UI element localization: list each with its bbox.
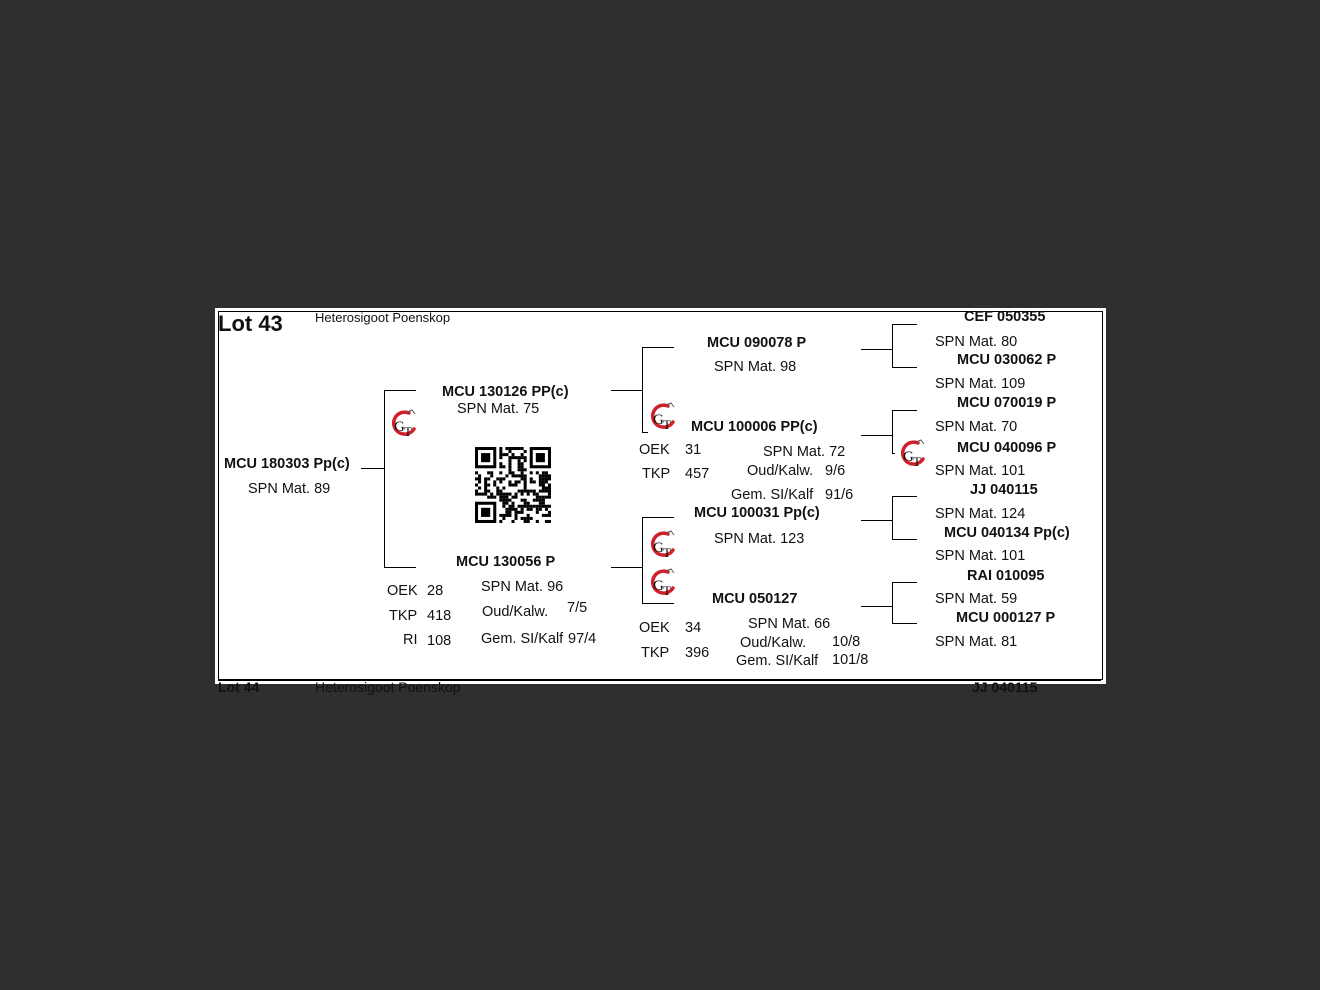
connector	[861, 520, 893, 521]
connector	[892, 410, 917, 411]
g3-id: JJ 040115	[970, 482, 1038, 498]
connector	[361, 468, 385, 469]
bracket	[892, 410, 893, 454]
dam-ri-label: RI	[403, 632, 418, 648]
dd-gem: 101/8	[832, 652, 869, 668]
gt-logo-icon	[648, 568, 678, 598]
lot-number: Lot 43	[218, 311, 283, 336]
sd-tkp: 457	[685, 466, 710, 482]
sd-tkp-label: TKP	[642, 466, 671, 482]
dd-gem-label: Gem. SI/Kalf	[736, 653, 819, 669]
ds-spn: SPN Mat. 123	[714, 531, 805, 547]
connector	[892, 324, 917, 325]
next-lot-subtitle: Heterosigoot Poenskop	[315, 679, 461, 695]
connector	[861, 435, 893, 436]
g3-id: CEF 050355	[964, 309, 1046, 325]
dam-ri: 108	[427, 633, 452, 649]
dd-oek: 34	[685, 620, 702, 636]
g3-spn: SPN Mat. 101	[935, 548, 1026, 564]
gt-logo-icon	[648, 402, 678, 432]
g3-id: MCU 000127 P	[956, 610, 1056, 626]
dd-oek-label: OEK	[639, 620, 670, 636]
svg-text:G: G	[653, 540, 664, 556]
next-lot-g3-id: JJ 040115	[972, 679, 1038, 695]
dd-oud-label: Oud/Kalw.	[740, 635, 807, 651]
animal-spn: SPN Mat. 89	[248, 481, 331, 497]
connector	[892, 539, 917, 540]
sd-oek: 31	[685, 442, 702, 458]
connector	[642, 603, 674, 604]
connector	[642, 432, 648, 433]
svg-text:G: G	[653, 412, 664, 428]
dam-gem: 97/4	[568, 631, 597, 647]
animal-id: MCU 180303 Pp(c)	[224, 456, 350, 472]
bracket	[642, 517, 643, 604]
g3-id: MCU 030062 P	[957, 352, 1057, 368]
dd-spn: SPN Mat. 66	[748, 616, 831, 632]
connector	[892, 367, 917, 368]
connector	[892, 496, 917, 497]
dam-gem-label: Gem. SI/Kalf	[481, 631, 564, 647]
connector	[642, 347, 674, 348]
g3-spn: SPN Mat. 59	[935, 591, 1018, 607]
sd-id: MCU 100006 PP(c)	[691, 419, 818, 435]
ss-id: MCU 090078 P	[707, 335, 807, 351]
svg-text:T: T	[404, 424, 412, 439]
g3-spn: SPN Mat. 70	[935, 419, 1018, 435]
connector	[611, 390, 643, 391]
connector	[861, 606, 893, 607]
connector	[892, 623, 917, 624]
g3-spn: SPN Mat. 80	[935, 334, 1018, 350]
sd-oud: 9/6	[825, 463, 846, 479]
g3-id: RAI 010095	[967, 568, 1045, 584]
dd-tkp: 396	[685, 645, 710, 661]
svg-text:G: G	[903, 449, 914, 465]
sd-gem-label: Gem. SI/Kalf	[731, 487, 814, 503]
g3-spn: SPN Mat. 81	[935, 634, 1018, 650]
bracket	[892, 582, 893, 624]
g3-id: MCU 070019 P	[957, 395, 1057, 411]
dd-oud: 10/8	[832, 634, 861, 650]
svg-text:T: T	[663, 417, 671, 432]
g3-spn: SPN Mat. 109	[935, 376, 1026, 392]
sd-gem: 91/6	[825, 487, 854, 503]
pedigree-card	[215, 308, 1106, 695]
qr-code-icon	[475, 447, 551, 523]
sire-spn: SPN Mat. 75	[457, 401, 540, 417]
connector	[892, 582, 917, 583]
dam-spn: SPN Mat. 96	[481, 579, 564, 595]
dd-id: MCU 050127	[712, 591, 798, 607]
connector	[384, 390, 416, 391]
ds-id: MCU 100031 Pp(c)	[694, 505, 820, 521]
sd-oud-label: Oud/Kalw.	[747, 463, 814, 479]
sire-id: MCU 130126 PP(c)	[442, 384, 569, 400]
lot-subtitle: Heterosigoot Poenskop	[315, 310, 451, 325]
bracket	[384, 390, 385, 568]
svg-text:T: T	[663, 545, 671, 560]
bracket	[892, 324, 893, 368]
connector	[384, 567, 416, 568]
svg-text:G: G	[653, 578, 664, 594]
bracket	[892, 496, 893, 540]
connector	[642, 517, 674, 518]
connector	[861, 349, 893, 350]
g3-spn: SPN Mat. 101	[935, 463, 1026, 479]
svg-text:T: T	[913, 454, 921, 469]
sd-spn: SPN Mat. 72	[763, 444, 846, 460]
dd-tkp-label: TKP	[641, 645, 670, 661]
svg-text:T: T	[663, 583, 671, 598]
ss-spn: SPN Mat. 98	[714, 359, 797, 375]
dam-oud: 7/5	[567, 600, 588, 616]
dam-id: MCU 130056 P	[456, 554, 556, 570]
gt-logo-icon	[389, 409, 419, 439]
dam-tkp-label: TKP	[389, 608, 418, 624]
g3-id: MCU 040134 Pp(c)	[944, 525, 1070, 541]
dam-oud-label: Oud/Kalw.	[482, 604, 549, 620]
bracket	[642, 347, 643, 433]
gt-logo-icon	[898, 439, 928, 469]
connector	[611, 567, 643, 568]
svg-text:G: G	[394, 419, 405, 435]
connector	[892, 453, 895, 454]
g3-id: MCU 040096 P	[957, 440, 1057, 456]
g3-spn: SPN Mat. 124	[935, 506, 1026, 522]
dam-tkp: 418	[427, 608, 452, 624]
gt-logo-icon	[648, 530, 678, 560]
dam-oek-label: OEK	[387, 583, 418, 599]
next-lot-number: Lot 44	[218, 679, 260, 695]
sd-oek-label: OEK	[639, 442, 670, 458]
dam-oek: 28	[427, 583, 444, 599]
